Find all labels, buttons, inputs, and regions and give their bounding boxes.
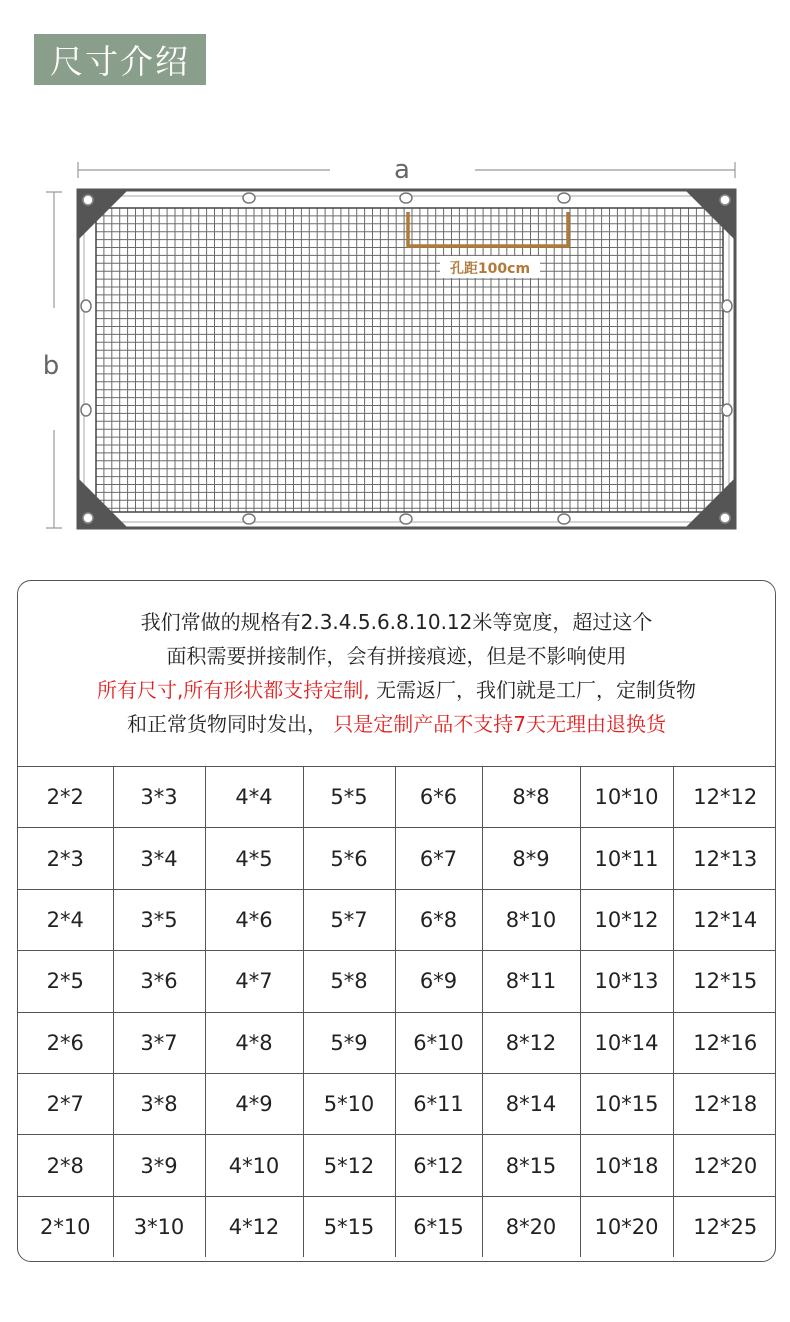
size-cell: 6*10 <box>395 1012 482 1073</box>
net-dimension-diagram <box>0 140 790 540</box>
size-cell: 12*20 <box>673 1135 776 1196</box>
hole-spacing-label: 孔距100cm <box>449 261 531 277</box>
height-label: b <box>42 351 60 381</box>
size-cell: 12*13 <box>673 828 776 889</box>
size-cell: 3*7 <box>113 1012 205 1073</box>
size-cell: 8*11 <box>482 951 580 1012</box>
size-info-card <box>17 580 776 1262</box>
size-cell: 2*6 <box>18 1012 113 1073</box>
table-row <box>18 1135 776 1196</box>
size-cell: 6*9 <box>395 951 482 1012</box>
size-cell: 2*3 <box>18 828 113 889</box>
size-cell: 12*14 <box>673 889 776 950</box>
table-row <box>18 767 776 828</box>
size-cell: 10*12 <box>580 889 673 950</box>
table-row <box>18 1012 776 1073</box>
size-cell: 6*15 <box>395 1196 482 1257</box>
size-cell: 10*18 <box>580 1135 673 1196</box>
table-row <box>18 1196 776 1257</box>
size-cell: 12*18 <box>673 1073 776 1134</box>
size-cell: 3*5 <box>113 889 205 950</box>
custom-support-highlight: 所有尺寸,所有形状都支持定制, <box>96 678 370 702</box>
size-cell: 6*11 <box>395 1073 482 1134</box>
size-cell: 4*9 <box>205 1073 303 1134</box>
width-label: a <box>394 155 410 185</box>
size-cell: 5*5 <box>303 767 395 828</box>
size-cell: 12*16 <box>673 1012 776 1073</box>
size-table <box>18 767 776 1257</box>
intro-line-2: 面积需要拼接制作，会有拼接痕迹，但是不影响使用 <box>166 644 627 668</box>
size-cell: 8*12 <box>482 1012 580 1073</box>
size-cell: 3*4 <box>113 828 205 889</box>
size-cell: 2*4 <box>18 889 113 950</box>
size-cell: 6*12 <box>395 1135 482 1196</box>
size-cell: 3*8 <box>113 1073 205 1134</box>
size-cell: 3*3 <box>113 767 205 828</box>
size-cell: 2*5 <box>18 951 113 1012</box>
factory-note: 无需返厂，我们就是工厂，定制货物 <box>369 678 697 702</box>
no-return-warning: 只是定制产品不支持7天无理由退换货 <box>326 712 667 736</box>
size-cell: 8*10 <box>482 889 580 950</box>
intro-line-4 <box>18 707 775 741</box>
size-cell: 12*15 <box>673 951 776 1012</box>
size-cell: 4*10 <box>205 1135 303 1196</box>
size-cell: 8*20 <box>482 1196 580 1257</box>
size-cell: 10*11 <box>580 828 673 889</box>
size-cell: 2*7 <box>18 1073 113 1134</box>
size-cell: 3*10 <box>113 1196 205 1257</box>
table-row <box>18 889 776 950</box>
table-row <box>18 828 776 889</box>
size-cell: 12*12 <box>673 767 776 828</box>
size-cell: 8*15 <box>482 1135 580 1196</box>
size-cell: 5*9 <box>303 1012 395 1073</box>
shipping-note: 和正常货物同时发出， <box>126 712 327 736</box>
size-cell: 4*5 <box>205 828 303 889</box>
size-cell: 4*12 <box>205 1196 303 1257</box>
size-cell: 10*13 <box>580 951 673 1012</box>
size-cell: 5*12 <box>303 1135 395 1196</box>
size-cell: 10*14 <box>580 1012 673 1073</box>
table-row <box>18 951 776 1012</box>
table-row <box>18 1073 776 1134</box>
size-cell: 8*14 <box>482 1073 580 1134</box>
size-cell: 5*6 <box>303 828 395 889</box>
section-title: 尺寸介绍 <box>34 34 206 85</box>
size-cell: 4*8 <box>205 1012 303 1073</box>
size-cell: 4*6 <box>205 889 303 950</box>
size-cell: 5*10 <box>303 1073 395 1134</box>
size-cell: 10*10 <box>580 767 673 828</box>
size-cell: 10*15 <box>580 1073 673 1134</box>
size-cell: 4*4 <box>205 767 303 828</box>
size-cell: 5*8 <box>303 951 395 1012</box>
size-cell: 6*8 <box>395 889 482 950</box>
size-cell: 6*7 <box>395 828 482 889</box>
size-cell: 2*2 <box>18 767 113 828</box>
size-cell: 5*15 <box>303 1196 395 1257</box>
intro-text <box>18 581 775 767</box>
intro-line-3 <box>18 673 775 707</box>
size-cell: 6*6 <box>395 767 482 828</box>
size-cell: 10*20 <box>580 1196 673 1257</box>
size-cell: 8*8 <box>482 767 580 828</box>
intro-line-1: 我们常做的规格有2.3.4.5.6.8.10.12米等宽度，超过这个 <box>140 610 653 634</box>
size-cell: 3*6 <box>113 951 205 1012</box>
size-cell: 2*10 <box>18 1196 113 1257</box>
size-cell: 12*25 <box>693 1214 758 1239</box>
size-cell: 8*9 <box>482 828 580 889</box>
size-cell: 3*9 <box>113 1135 205 1196</box>
size-cell: 4*7 <box>205 951 303 1012</box>
size-cell: 2*8 <box>18 1135 113 1196</box>
size-cell: 5*7 <box>303 889 395 950</box>
